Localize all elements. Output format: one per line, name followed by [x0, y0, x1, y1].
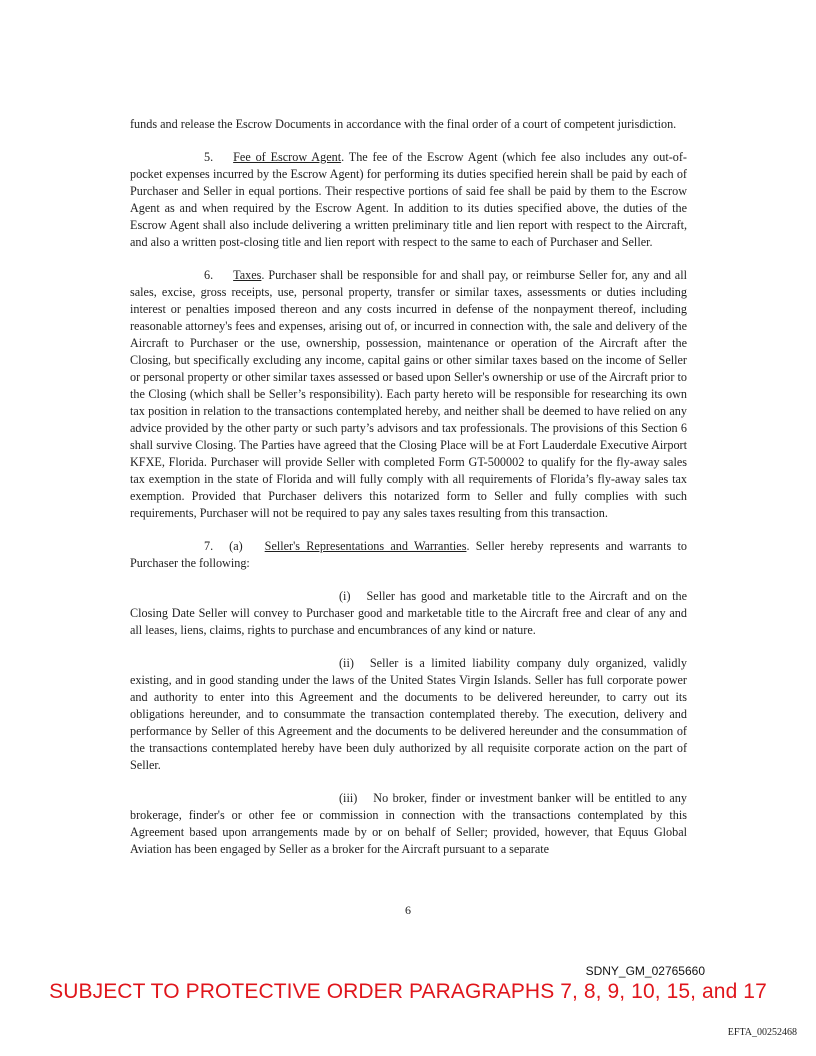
section-heading: Fee of Escrow Agent [233, 150, 342, 164]
section-number: 5. [204, 150, 214, 164]
document-body [130, 116, 687, 874]
efta-number: EFTA_00252468 [727, 1027, 797, 1038]
section-number: 6. [204, 268, 214, 282]
paragraph-escrow-release: funds and release the Escrow Documents in accordance with the final order of a court of competent jurisdiction. [130, 117, 677, 131]
section-number: 7. [204, 539, 214, 553]
clause-i-title [130, 588, 687, 639]
clause-iii-broker [130, 790, 687, 858]
section-heading: Seller's Representations and Warranties [264, 539, 467, 553]
clause-number: (iii) [339, 791, 358, 805]
protective-order-stamp: SUBJECT TO PROTECTIVE ORDER PARAGRAPHS 7, 8, 9, 10, 15, and 17 [49, 980, 767, 1003]
bates-number: SDNY_GM_02765660 [585, 964, 705, 978]
clause-text: Seller has good and marketable title to the Aircraft and on the Closing Date Seller will convey to Purchaser good and marketable title to the Aircraft free and clear of any and all leases, liens, claims, rights to purchase and encumbrances of any kind or nature. [130, 589, 687, 637]
clause-ii-organization [130, 655, 687, 774]
clause-number: (i) [339, 589, 351, 603]
section-heading: Taxes [233, 268, 262, 282]
page-number: 6 [405, 903, 411, 917]
section-5-fee-of-escrow-agent [130, 149, 687, 251]
section-text: . Purchaser shall be responsible for and shall pay, or reimburse Seller for, any and all sales, excise, gross receipts, use, personal property, transfer or similar taxes, assessments or duties including interest or penalties imposed thereon and any costs incurred in defense of the nonpayment thereof, including reasonable attorney's fees and expenses, arising out of, or incurred in connection with, the sale and delivery of the Aircraft to Purchaser or the use, ownership, possession, maintenance or operation of the Aircraft after the Closing, but specifically excluding any income, capital gains or other similar taxes based on the income of Seller or personal property or other similar taxes assessed or based upon Seller's ownership or use of the Aircraft prior to the Closing (which shall be Seller’s responsibility). Each party hereto will be responsible for researching its own tax position in relation to the transactions contemplated hereby, and neither shall be deemed to have relied on any advice provided by the other party or such party’s advisors and tax professionals. The provisions of this Section 6 shall survive Closing. The Parties have agreed that the Closing Place will be at Fort Lauderdale Executive Airport KFXE, Florida. Purchaser will provide Seller with completed Form GT-500002 to qualify for the fly-away sales tax exemption in the state of Florida and will fully comply with all requirements of Florida’s fly-away sales tax exemption. Provided that Purchaser delivers this notarized form to Seller and fully complies with such requirements, Purchaser will not be required to pay any sales taxes resulting from this transaction. [130, 268, 687, 520]
clause-text: Seller is a limited liability company duly organized, validly existing, and in good standing under the laws of the United States Virgin Islands. Seller has full corporate power and authority to enter into this Agreement and the documents to be delivered hereunder, to carry out its obligations hereunder, and to consummate the transaction contemplated thereby. The execution, delivery and performance by Seller of this Agreement and the documents to be delivered hereunder and the consummation of the transactions contemplated hereby have been duly authorized by all requisite corporate action on the part of Seller. [130, 656, 687, 772]
section-7a-representations [130, 538, 687, 572]
clause-number: (ii) [339, 656, 354, 670]
subsection-letter: (a) [229, 539, 243, 553]
clause-text: No broker, finder or investment banker will be entitled to any brokerage, finder's or other fee or commission in connection with the transactions contemplated by this Agreement based upon arrangements made by or on behalf of Seller; provided, however, that Equus Global Aviation has been engaged by Seller as a broker for the Aircraft pursuant to a separate [130, 791, 687, 856]
section-6-taxes [130, 267, 687, 522]
section-text: . Seller hereby represents and warrants to Purchaser the following: [130, 539, 687, 570]
section-text: . The fee of the Escrow Agent (which fee also includes any out-of-pocket expenses incurred by the Escrow Agent) for performing its duties specified herein shall be paid by each of Purchaser and Seller in equal portions. Their respective portions of said fee shall be paid by them to the Escrow Agent as and when required by the Escrow Agent. In addition to its duties specified above, the duties of the Escrow Agent shall also include delivering a written preliminary title and lien report with respect to the Aircraft, and also a written post-closing title and lien report with respect to the same to each of Purchaser and Seller. [130, 150, 687, 249]
